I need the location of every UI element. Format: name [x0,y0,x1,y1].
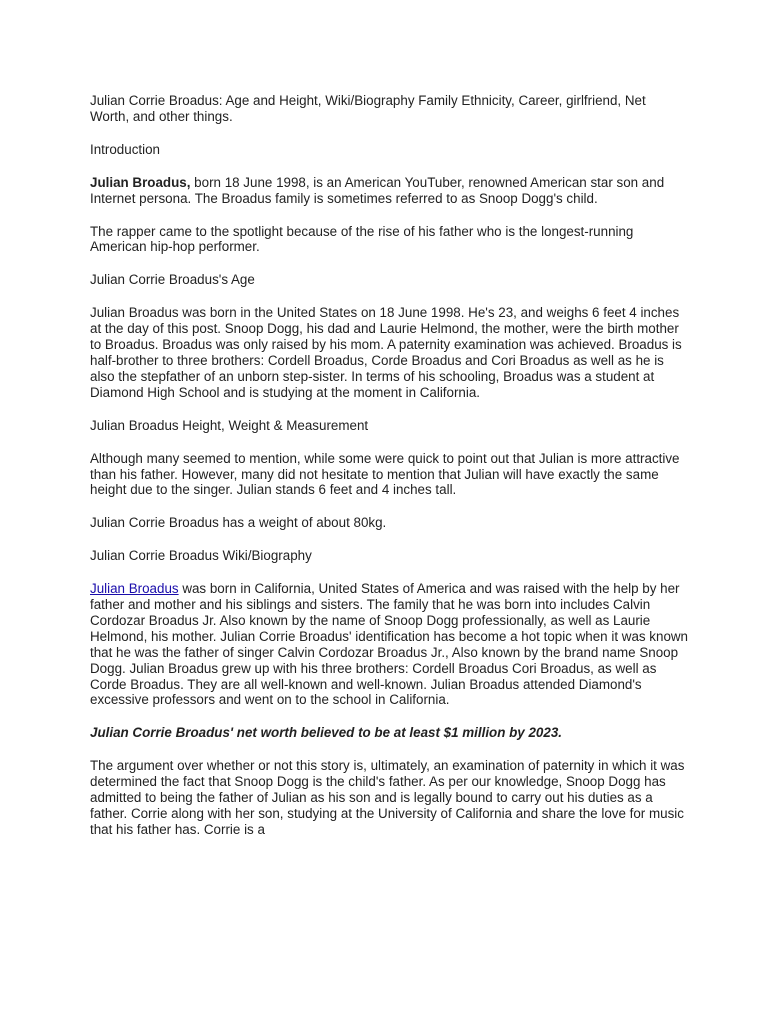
introduction-paragraph-1-text: born 18 June 1998, is an American YouTuber, renowned American star son and Internet persona. The Broadus family is sometimes referred to as Snoop Dogg's child. [90,174,665,206]
wiki-paragraph [90,581,688,708]
age-paragraph: Julian Broadus was born in the United States on 18 June 1998. He's 23, and weighs 6 feet 4 inches at the day of this post. Snoop Dogg, his dad and Laurie Helmond, the mother, were the birth mother to Broadus. Broadus was only raised by his mom. A paternity examination was achieved. Broadus is half-brother to three brothers: Cordell Broadus, Corde Broadus and Cori Broadus as well as he is also the stepfather of an unborn step-sister. In terms of his schooling, Broadus was a student at Diamond High School and is studying at the moment in California. [90,305,682,400]
wiki-heading: Julian Corrie Broadus Wiki/Biography [90,548,312,564]
weight-paragraph: Julian Corrie Broadus has a weight of about 80kg. [90,515,387,531]
introduction-bold-name: Julian Broadus, [90,174,191,190]
julian-broadus-link[interactable]: Julian Broadus [90,581,179,597]
net-worth-paragraph: The argument over whether or not this story is, ultimately, an examination of paternity in which it was determined the fact that Snoop Dogg is the child's father. As per our knowledge, Snoop Dogg has admitted to being the father of Julian as his son and is legally bound to carry out his duties as a father. Corrie along with her son, studying at the University of California and share the love for music that his father has. Corrie is a [90,758,685,837]
net-worth-heading: Julian Corrie Broadus' net worth believed to be at least $1 million by 2023. [90,725,562,741]
introduction-heading: Introduction [90,141,160,157]
height-paragraph: Although many seemed to mention, while some were quick to point out that Julian is more attractive than his father. However, many did not hesitate to mention that Julian will have exactly the same height due to the singer. Julian stands 6 feet and 4 inches tall. [90,450,680,498]
height-heading: Julian Broadus Height, Weight & Measurement [90,417,369,433]
document-title: Julian Corrie Broadus: Age and Height, Wiki/Biography Family Ethnicity, Career, girlfriend, Net Worth, and other things. [90,93,646,124]
document-page [90,93,688,855]
age-heading: Julian Corrie Broadus's Age [90,272,255,288]
introduction-paragraph-2: The rapper came to the spotlight because of the rise of his father who is the longest-running American hip-hop performer. [90,223,634,255]
wiki-paragraph-text: was born in California, United States of America and was raised with the help by her father and mother and his siblings and sisters. The family that he was born into includes Calvin Cordozar Broadus Jr. Also known by the name of Snoop Dogg professionally, as well as Laurie Helmond, his mother. Julian Corrie Broadus' identification has become a hot topic when it was known that he was the father of singer Calvin Cordozar Broadus Jr., Also known by the brand name Snoop Dogg. Julian Broadus grew up with his three brothers: Cordell Broadus Cori Broadus, as well as Corde Broadus. They are all well-known and well-known. Julian Broadus attended Diamond's excessive professors and went on to the school in California. [90,581,689,708]
introduction-paragraph-1 [90,175,688,207]
